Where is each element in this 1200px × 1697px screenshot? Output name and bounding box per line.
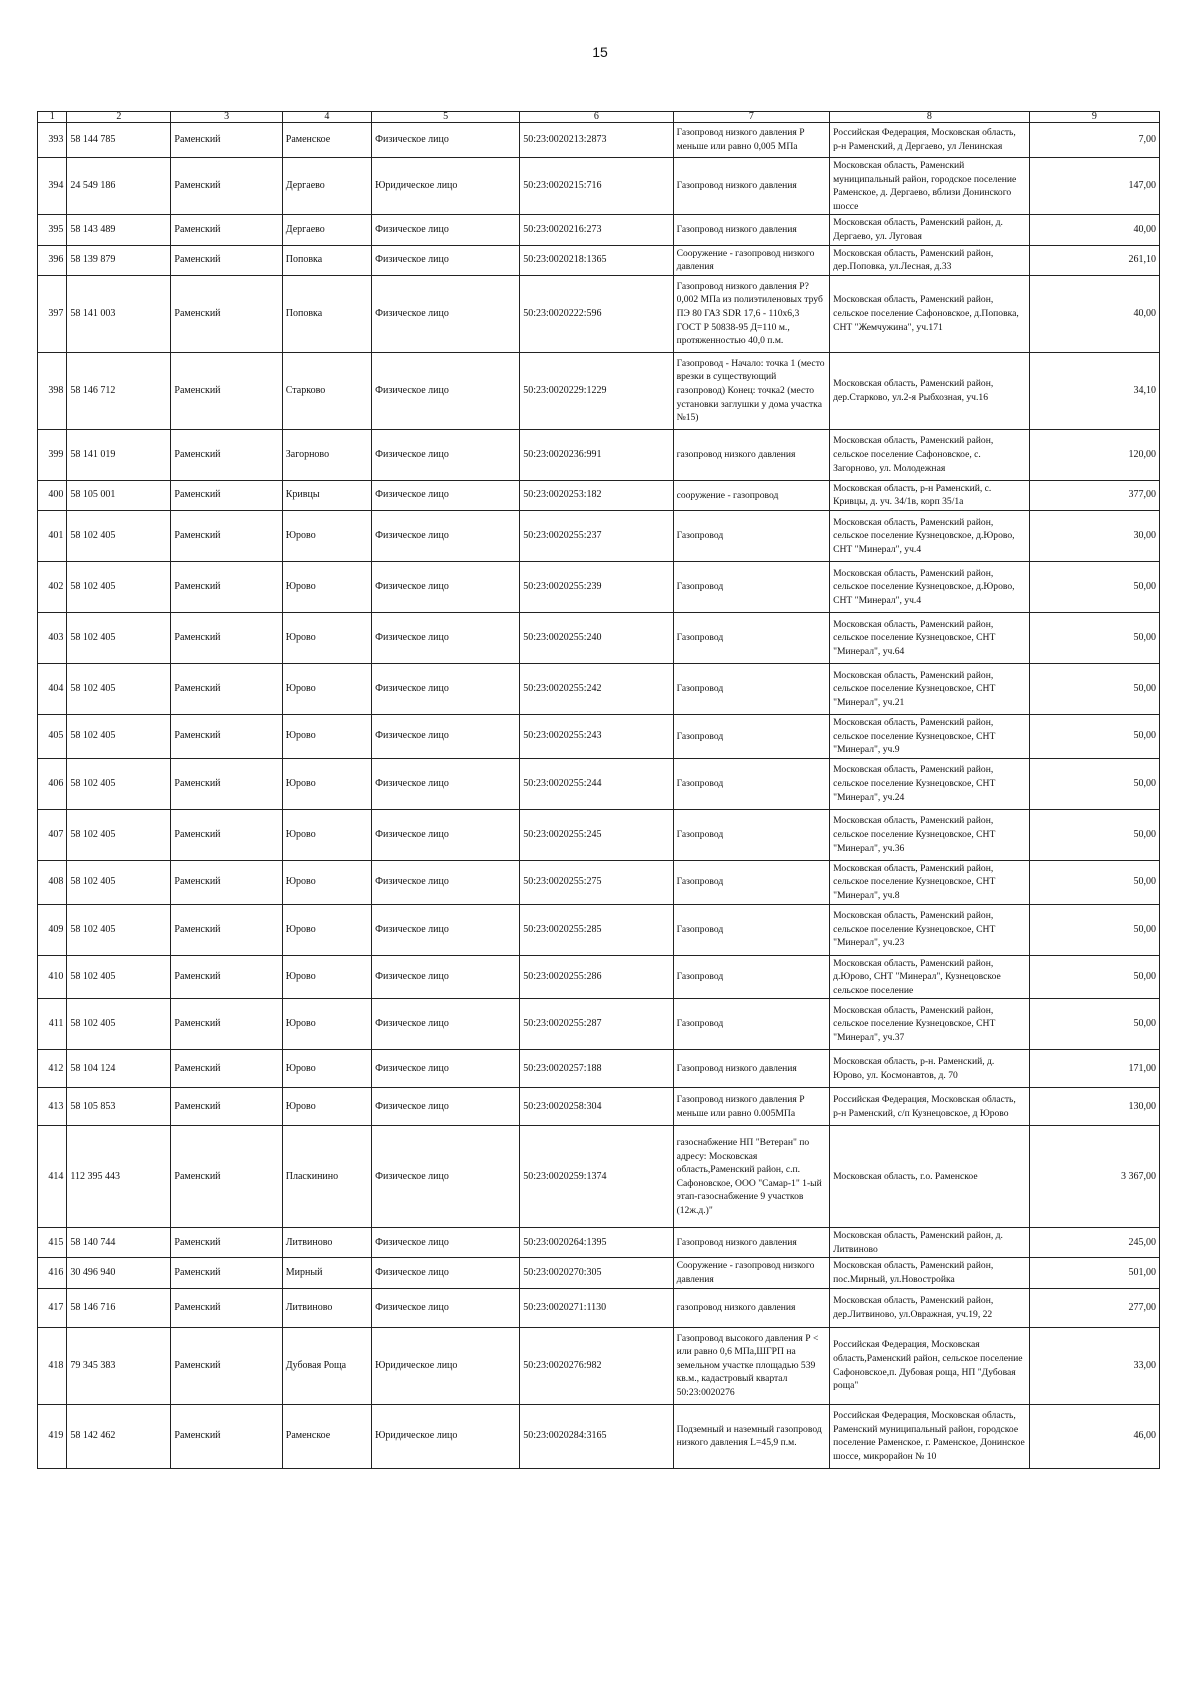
row-address: Московская область, Раменский район, сельское поселение Кузнецовское, СНТ "Минерал", уч.23: [830, 904, 1030, 955]
table-row: [38, 758, 1160, 809]
row-cadastral-number: 50:23:0020255:237: [520, 510, 673, 561]
row-code: 58 143 489: [67, 215, 171, 245]
row-address: Московская область, Раменский район, сельское поселение Кузнецовское, СНТ "Минерал", уч.8: [830, 860, 1030, 904]
row-code: 58 102 405: [67, 510, 171, 561]
row-district: Раменский: [171, 215, 282, 245]
row-cadastral-number: 50:23:0020270:305: [520, 1258, 673, 1288]
row-locality: Юрово: [282, 860, 371, 904]
row-code: 58 105 001: [67, 480, 171, 510]
row-code: 112 395 443: [67, 1126, 171, 1228]
row-code: 58 102 405: [67, 809, 171, 860]
table-row: [38, 663, 1160, 714]
row-owner-type: Физическое лицо: [372, 1088, 520, 1126]
row-number: 415: [38, 1228, 67, 1258]
row-code: 58 102 405: [67, 904, 171, 955]
row-district: Раменский: [171, 510, 282, 561]
table-row: [38, 612, 1160, 663]
row-number: 414: [38, 1126, 67, 1228]
row-district: Раменский: [171, 429, 282, 480]
row-cadastral-number: 50:23:0020255:243: [520, 714, 673, 758]
row-number: 400: [38, 480, 67, 510]
row-address: Московская область, Раменский район, дер.Старково, ул.2-я Рыбхозная, уч.16: [830, 352, 1030, 429]
row-owner-type: Физическое лицо: [372, 714, 520, 758]
row-owner-type: Физическое лицо: [372, 955, 520, 999]
row-owner-type: Физическое лицо: [372, 1126, 520, 1228]
row-owner-type: Физическое лицо: [372, 758, 520, 809]
row-code: 58 142 462: [67, 1404, 171, 1468]
row-owner-type: Физическое лицо: [372, 663, 520, 714]
row-description: Газопровод низкого давления: [673, 215, 830, 245]
row-description: Газопровод низкого давления Р меньше или равно 0,005 МПа: [673, 123, 830, 158]
row-address: Московская область, Раменский муниципальный район, городское поселение Раменское, д. Дергаево, вблизи Донинского шоссе: [830, 158, 1030, 215]
row-number: 409: [38, 904, 67, 955]
table-row: [38, 1228, 1160, 1258]
row-district: Раменский: [171, 1288, 282, 1327]
row-code: 58 139 879: [67, 245, 171, 275]
row-description: Газопровод низкого давления: [673, 1050, 830, 1088]
row-locality: Литвиново: [282, 1228, 371, 1258]
row-value: 120,00: [1029, 429, 1159, 480]
row-code: 58 102 405: [67, 561, 171, 612]
row-locality: Юрово: [282, 510, 371, 561]
row-cadastral-number: 50:23:0020255:286: [520, 955, 673, 999]
row-description: газопровод низкого давления: [673, 1288, 830, 1327]
row-address: Московская область, Раменский район, д. Литвиново: [830, 1228, 1030, 1258]
row-description: Газопровод: [673, 955, 830, 999]
row-cadastral-number: 50:23:0020236:991: [520, 429, 673, 480]
table-row: [38, 1288, 1160, 1327]
row-address: Российская Федерация, Московская область, р-н Раменский, с/п Кузнецовское, д Юрово: [830, 1088, 1030, 1126]
row-number: 412: [38, 1050, 67, 1088]
row-locality: Юрово: [282, 809, 371, 860]
table-row: [38, 1327, 1160, 1404]
row-address: Московская область, Раменский район, пос.Мирный, ул.Новостройка: [830, 1258, 1030, 1288]
row-value: 147,00: [1029, 158, 1159, 215]
row-cadastral-number: 50:23:0020229:1229: [520, 352, 673, 429]
table-body: [38, 123, 1160, 1469]
table-row: [38, 123, 1160, 158]
row-description: Газопровод: [673, 510, 830, 561]
row-code: 79 345 383: [67, 1327, 171, 1404]
row-district: Раменский: [171, 1404, 282, 1468]
row-address: Московская область, Раменский район, сельское поселение Кузнецовское, СНТ "Минерал", уч.37: [830, 999, 1030, 1050]
row-address: Московская область, Раменский район, д.Юрово, СНТ "Минерал", Кузнецовское сельское поселение: [830, 955, 1030, 999]
column-header: 5: [372, 112, 520, 123]
row-value: 261,10: [1029, 245, 1159, 275]
row-cadastral-number: 50:23:0020253:182: [520, 480, 673, 510]
row-cadastral-number: 50:23:0020271:1130: [520, 1288, 673, 1327]
row-address: Московская область, Раменский район, сельское поселение Кузнецовское, СНТ "Минерал", уч.9: [830, 714, 1030, 758]
row-description: Сооружение - газопровод низкого давления: [673, 245, 830, 275]
row-value: 46,00: [1029, 1404, 1159, 1468]
row-code: 24 549 186: [67, 158, 171, 215]
row-address: Московская область, Раменский район, сельское поселение Кузнецовское, СНТ "Минерал", уч.36: [830, 809, 1030, 860]
column-header: 9: [1029, 112, 1159, 123]
row-owner-type: Юридическое лицо: [372, 158, 520, 215]
row-number: 397: [38, 275, 67, 352]
row-locality: Дергаево: [282, 215, 371, 245]
row-code: 58 102 405: [67, 714, 171, 758]
row-locality: Раменское: [282, 123, 371, 158]
row-description: Газопровод: [673, 612, 830, 663]
row-code: 58 141 019: [67, 429, 171, 480]
row-cadastral-number: 50:23:0020255:240: [520, 612, 673, 663]
column-header: 1: [38, 112, 67, 123]
table-row: [38, 714, 1160, 758]
row-cadastral-number: 50:23:0020255:245: [520, 809, 673, 860]
row-value: 50,00: [1029, 999, 1159, 1050]
table-row: [38, 429, 1160, 480]
row-locality: Юрово: [282, 1088, 371, 1126]
row-value: 50,00: [1029, 561, 1159, 612]
row-code: 58 146 712: [67, 352, 171, 429]
row-code: 58 104 124: [67, 1050, 171, 1088]
row-cadastral-number: 50:23:0020284:3165: [520, 1404, 673, 1468]
row-district: Раменский: [171, 758, 282, 809]
row-code: 58 102 405: [67, 860, 171, 904]
table-row: [38, 158, 1160, 215]
row-value: 377,00: [1029, 480, 1159, 510]
row-owner-type: Физическое лицо: [372, 215, 520, 245]
table-row: [38, 1404, 1160, 1468]
row-address: Московская область, Раменский район, сельское поселение Кузнецовское, д.Юрово, СНТ "Минерал", уч.4: [830, 561, 1030, 612]
table-row: [38, 352, 1160, 429]
row-value: 50,00: [1029, 904, 1159, 955]
row-value: 50,00: [1029, 758, 1159, 809]
row-value: 30,00: [1029, 510, 1159, 561]
row-cadastral-number: 50:23:0020258:304: [520, 1088, 673, 1126]
row-number: 418: [38, 1327, 67, 1404]
row-owner-type: Физическое лицо: [372, 561, 520, 612]
table-row: [38, 904, 1160, 955]
row-value: 50,00: [1029, 714, 1159, 758]
table-row: [38, 245, 1160, 275]
row-number: 406: [38, 758, 67, 809]
row-district: Раменский: [171, 1228, 282, 1258]
row-address: Московская область, Раменский район, сельское поселение Сафоновское, д.Поповка, СНТ "Жемчужина", уч.171: [830, 275, 1030, 352]
row-locality: Юрово: [282, 612, 371, 663]
row-address: Московская область, Раменский район, сельское поселение Кузнецовское, д.Юрово, СНТ "Минерал", уч.4: [830, 510, 1030, 561]
row-description: Газопровод: [673, 809, 830, 860]
row-owner-type: Физическое лицо: [372, 275, 520, 352]
row-cadastral-number: 50:23:0020255:244: [520, 758, 673, 809]
row-address: Московская область, Раменский район, сельское поселение Кузнецовское, СНТ "Минерал", уч.24: [830, 758, 1030, 809]
row-address: Московская область, Раменский район, д. Дергаево, ул. Луговая: [830, 215, 1030, 245]
row-locality: Мирный: [282, 1258, 371, 1288]
row-code: 58 140 744: [67, 1228, 171, 1258]
row-district: Раменский: [171, 352, 282, 429]
table-row: [38, 480, 1160, 510]
row-number: 402: [38, 561, 67, 612]
table-row: [38, 1088, 1160, 1126]
row-code: 58 146 716: [67, 1288, 171, 1327]
row-district: Раменский: [171, 245, 282, 275]
row-cadastral-number: 50:23:0020255:275: [520, 860, 673, 904]
row-cadastral-number: 50:23:0020215:716: [520, 158, 673, 215]
row-cadastral-number: 50:23:0020255:287: [520, 999, 673, 1050]
row-description: Газопровод: [673, 714, 830, 758]
row-number: 416: [38, 1258, 67, 1288]
row-description: Газопровод низкого давления Р?0,002 МПа из полиэтиленовых труб ПЭ 80 ГАЗ SDR 17,6 - 110х6,3 ГОСТ Р 50838-95 Д=110 м., протяженностью 40,0 п.м.: [673, 275, 830, 352]
column-header: 2: [67, 112, 171, 123]
row-cadastral-number: 50:23:0020222:596: [520, 275, 673, 352]
row-owner-type: Физическое лицо: [372, 480, 520, 510]
row-value: 34,10: [1029, 352, 1159, 429]
row-value: 130,00: [1029, 1088, 1159, 1126]
row-number: 417: [38, 1288, 67, 1327]
row-locality: Дубовая Роща: [282, 1327, 371, 1404]
row-code: 58 141 003: [67, 275, 171, 352]
table-row: [38, 1258, 1160, 1288]
row-district: Раменский: [171, 714, 282, 758]
row-description: Газопровод низкого давления: [673, 1228, 830, 1258]
row-district: Раменский: [171, 955, 282, 999]
row-cadastral-number: 50:23:0020255:239: [520, 561, 673, 612]
row-cadastral-number: 50:23:0020216:273: [520, 215, 673, 245]
row-locality: Поповка: [282, 245, 371, 275]
row-owner-type: Физическое лицо: [372, 612, 520, 663]
row-address: Московская область, р-н. Раменский, д. Юрово, ул. Космонавтов, д. 70: [830, 1050, 1030, 1088]
row-district: Раменский: [171, 561, 282, 612]
row-cadastral-number: 50:23:0020264:1395: [520, 1228, 673, 1258]
row-value: 50,00: [1029, 809, 1159, 860]
row-number: 395: [38, 215, 67, 245]
row-code: 58 102 405: [67, 955, 171, 999]
row-locality: Юрово: [282, 999, 371, 1050]
row-district: Раменский: [171, 612, 282, 663]
row-description: Газопровод: [673, 758, 830, 809]
row-number: 411: [38, 999, 67, 1050]
row-district: Раменский: [171, 1126, 282, 1228]
row-value: 277,00: [1029, 1288, 1159, 1327]
row-owner-type: Физическое лицо: [372, 904, 520, 955]
row-address: Российская Федерация, Московская область, Раменский муниципальный район, городское поселение Раменское, г. Раменское, Донинское шоссе, микрорайон № 10: [830, 1404, 1030, 1468]
row-value: 40,00: [1029, 215, 1159, 245]
row-district: Раменский: [171, 1327, 282, 1404]
row-cadastral-number: 50:23:0020257:188: [520, 1050, 673, 1088]
row-code: 30 496 940: [67, 1258, 171, 1288]
row-code: 58 102 405: [67, 758, 171, 809]
row-description: Газопровод низкого давления: [673, 158, 830, 215]
row-code: 58 102 405: [67, 999, 171, 1050]
row-owner-type: Физическое лицо: [372, 1258, 520, 1288]
row-number: 413: [38, 1088, 67, 1126]
row-district: Раменский: [171, 860, 282, 904]
row-description: газоснабжение НП "Ветеран" по адресу: Московская область,Раменский район, с.п. Сафоновское, ООО "Самар-1" 1-ый этап-газоснабжение 9 участков (12ж.д.)": [673, 1126, 830, 1228]
row-value: 50,00: [1029, 612, 1159, 663]
row-district: Раменский: [171, 123, 282, 158]
row-owner-type: Физическое лицо: [372, 1050, 520, 1088]
row-description: сооружение - газопровод: [673, 480, 830, 510]
row-description: Газопровод: [673, 860, 830, 904]
row-locality: Юрово: [282, 955, 371, 999]
row-district: Раменский: [171, 809, 282, 860]
row-cadastral-number: 50:23:0020276:982: [520, 1327, 673, 1404]
row-cadastral-number: 50:23:0020213:2873: [520, 123, 673, 158]
column-header: 3: [171, 112, 282, 123]
row-locality: Литвиново: [282, 1288, 371, 1327]
table-row: [38, 860, 1160, 904]
row-cadastral-number: 50:23:0020218:1365: [520, 245, 673, 275]
row-district: Раменский: [171, 480, 282, 510]
row-value: 3 367,00: [1029, 1126, 1159, 1228]
row-value: 50,00: [1029, 955, 1159, 999]
row-owner-type: Физическое лицо: [372, 245, 520, 275]
row-cadastral-number: 50:23:0020259:1374: [520, 1126, 673, 1228]
row-owner-type: Юридическое лицо: [372, 1404, 520, 1468]
row-address: Московская область, Раменский район, дер.Литвиново, ул.Овражная, уч.19, 22: [830, 1288, 1030, 1327]
row-description: Газопровод - Начало: точка 1 (место врезки в существующий газопровод) Конец: точка2 (место установки заглушки у дома участка №15): [673, 352, 830, 429]
row-locality: Юрово: [282, 1050, 371, 1088]
row-description: Газопровод: [673, 999, 830, 1050]
row-locality: Юрово: [282, 758, 371, 809]
row-value: 40,00: [1029, 275, 1159, 352]
row-locality: Загорново: [282, 429, 371, 480]
table-row: [38, 561, 1160, 612]
row-number: 398: [38, 352, 67, 429]
row-district: Раменский: [171, 1258, 282, 1288]
row-code: 58 144 785: [67, 123, 171, 158]
row-number: 403: [38, 612, 67, 663]
page-number: 15: [592, 44, 608, 60]
row-value: 50,00: [1029, 860, 1159, 904]
row-district: Раменский: [171, 158, 282, 215]
row-value: 33,00: [1029, 1327, 1159, 1404]
row-district: Раменский: [171, 999, 282, 1050]
row-district: Раменский: [171, 663, 282, 714]
column-header: 4: [282, 112, 371, 123]
row-value: 7,00: [1029, 123, 1159, 158]
row-description: Газопровод низкого давления Р меньше или равно 0.005МПа: [673, 1088, 830, 1126]
row-address: Московская область, Раменский район, сельское поселение Кузнецовское, СНТ "Минерал", уч.21: [830, 663, 1030, 714]
row-number: 404: [38, 663, 67, 714]
row-owner-type: Физическое лицо: [372, 352, 520, 429]
row-number: 396: [38, 245, 67, 275]
row-locality: Пласкинино: [282, 1126, 371, 1228]
row-owner-type: Физическое лицо: [372, 123, 520, 158]
column-header: 6: [520, 112, 673, 123]
row-description: Газопровод: [673, 663, 830, 714]
row-code: 58 102 405: [67, 663, 171, 714]
row-value: 171,00: [1029, 1050, 1159, 1088]
table-row: [38, 1050, 1160, 1088]
row-owner-type: Физическое лицо: [372, 510, 520, 561]
row-number: 410: [38, 955, 67, 999]
row-address: Российская Федерация, Московская область,Раменский район, сельское поселение Сафоновское,п. Дубовая роща, НП "Дубовая роща": [830, 1327, 1030, 1404]
row-owner-type: Физическое лицо: [372, 860, 520, 904]
row-number: 405: [38, 714, 67, 758]
table-row: [38, 999, 1160, 1050]
row-cadastral-number: 50:23:0020255:242: [520, 663, 673, 714]
row-code: 58 105 853: [67, 1088, 171, 1126]
row-district: Раменский: [171, 275, 282, 352]
row-locality: Юрово: [282, 714, 371, 758]
row-description: Газопровод: [673, 561, 830, 612]
row-address: Московская область, Раменский район, сельское поселение Сафоновское, с. Загорново, ул. Молодежная: [830, 429, 1030, 480]
table-row: [38, 510, 1160, 561]
row-locality: Поповка: [282, 275, 371, 352]
row-number: 419: [38, 1404, 67, 1468]
row-address: Московская область, Раменский район, сельское поселение Кузнецовское, СНТ "Минерал", уч.64: [830, 612, 1030, 663]
table-row: [38, 809, 1160, 860]
row-district: Раменский: [171, 1088, 282, 1126]
row-district: Раменский: [171, 1050, 282, 1088]
row-description: Сооружение - газопровод низкого давления: [673, 1258, 830, 1288]
row-locality: Кривцы: [282, 480, 371, 510]
row-value: 245,00: [1029, 1228, 1159, 1258]
row-locality: Юрово: [282, 904, 371, 955]
table-row: [38, 1126, 1160, 1228]
row-address: Московская область, Раменский район, дер.Поповка, ул.Лесная, д.33: [830, 245, 1030, 275]
table-row: [38, 215, 1160, 245]
row-code: 58 102 405: [67, 612, 171, 663]
row-description: Газопровод высокого давления Р < или равно 0,6 МПа,ШГРП на земельном участке площадью 539 кв.м., кадастровый квартал 50:23:0020276: [673, 1327, 830, 1404]
row-district: Раменский: [171, 904, 282, 955]
table-row: [38, 955, 1160, 999]
column-header: 8: [830, 112, 1030, 123]
row-locality: Дергаево: [282, 158, 371, 215]
row-owner-type: Физическое лицо: [372, 809, 520, 860]
row-value: 50,00: [1029, 663, 1159, 714]
row-number: 399: [38, 429, 67, 480]
row-locality: Старково: [282, 352, 371, 429]
row-locality: Юрово: [282, 561, 371, 612]
row-owner-type: Физическое лицо: [372, 1288, 520, 1327]
row-description: Подземный и наземный газопровод низкого давления L=45,9 п.м.: [673, 1404, 830, 1468]
row-cadastral-number: 50:23:0020255:285: [520, 904, 673, 955]
row-number: 401: [38, 510, 67, 561]
row-description: газопровод низкого давления: [673, 429, 830, 480]
row-address: Московская область, р-н Раменский, с. Кривцы, д. уч. 34/1в, корп 35/1а: [830, 480, 1030, 510]
registry-table: [37, 111, 1160, 1469]
row-number: 393: [38, 123, 67, 158]
row-owner-type: Физическое лицо: [372, 429, 520, 480]
row-address: Российская Федерация, Московская область, р-н Раменский, д Дергаево, ул Ленинская: [830, 123, 1030, 158]
table-header-row: [38, 112, 1160, 123]
row-owner-type: Физическое лицо: [372, 999, 520, 1050]
row-address: Московская область, г.о. Раменское: [830, 1126, 1030, 1228]
row-number: 408: [38, 860, 67, 904]
table-row: [38, 275, 1160, 352]
column-header: 7: [673, 112, 830, 123]
row-value: 501,00: [1029, 1258, 1159, 1288]
row-number: 407: [38, 809, 67, 860]
row-locality: Раменское: [282, 1404, 371, 1468]
row-number: 394: [38, 158, 67, 215]
row-owner-type: Юридическое лицо: [372, 1327, 520, 1404]
row-owner-type: Физическое лицо: [372, 1228, 520, 1258]
row-locality: Юрово: [282, 663, 371, 714]
row-description: Газопровод: [673, 904, 830, 955]
